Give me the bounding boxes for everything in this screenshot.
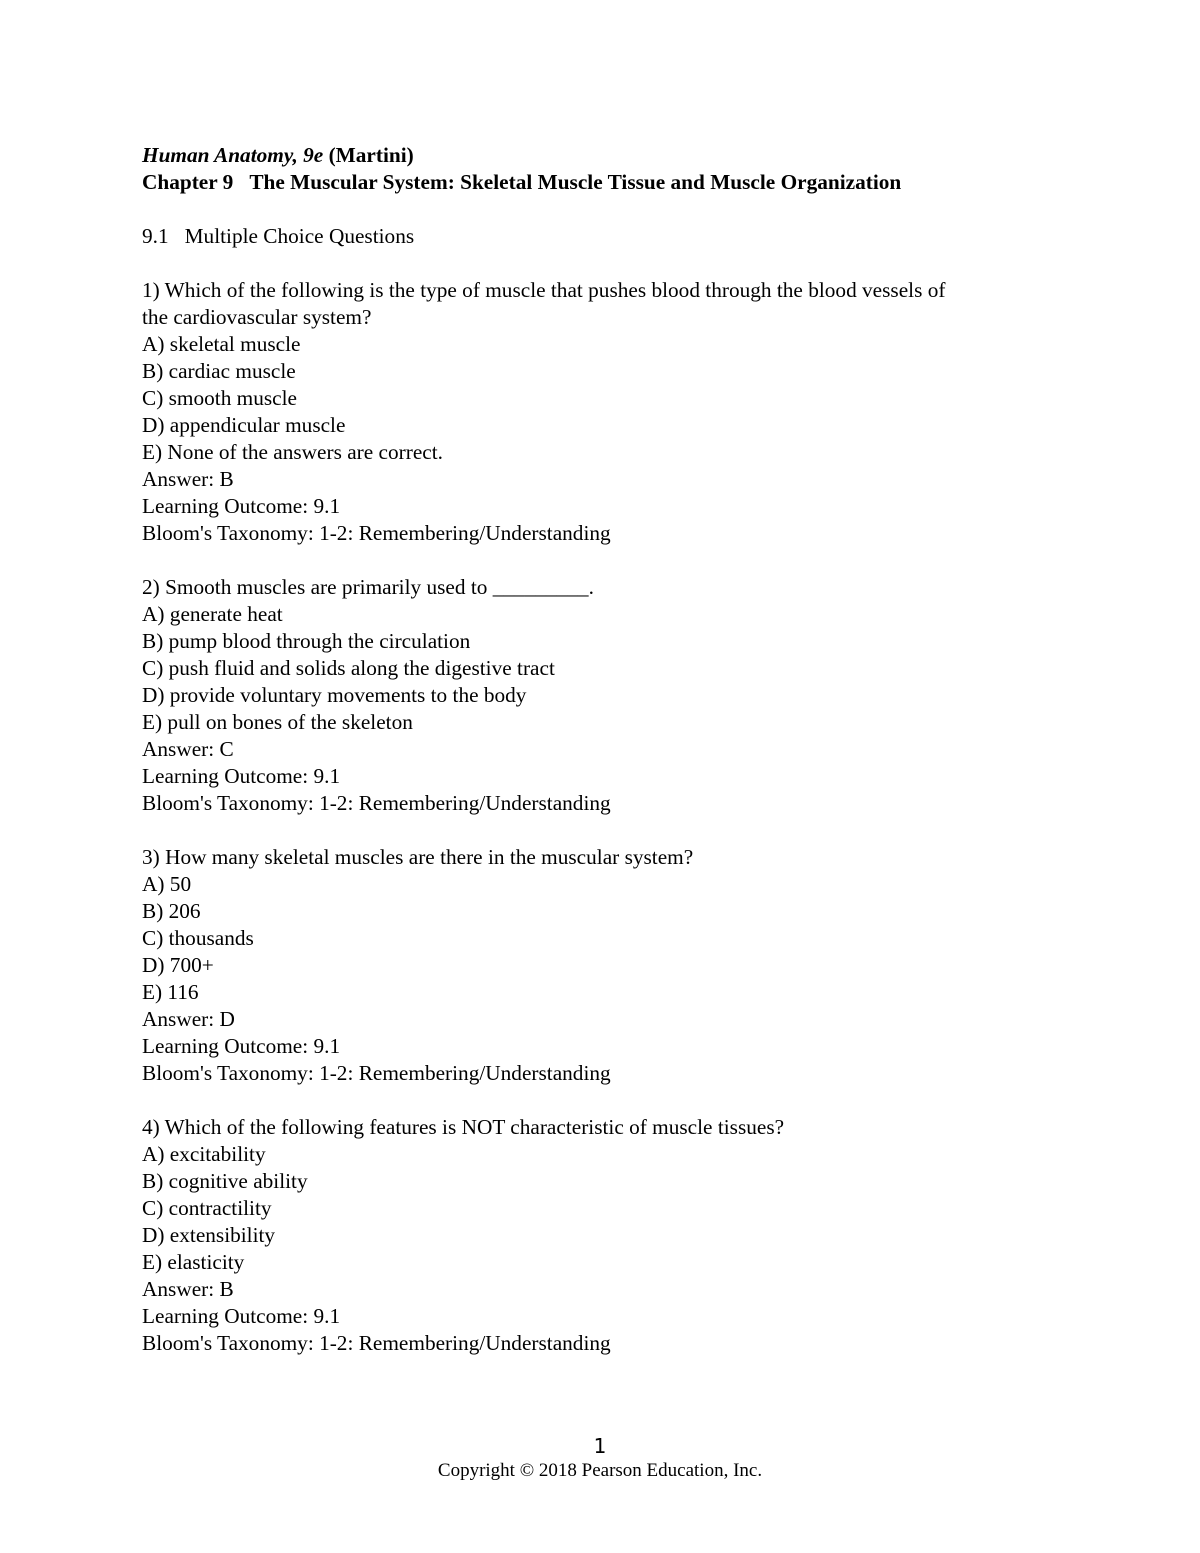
section-title: Multiple Choice Questions [184, 224, 415, 248]
blooms-taxonomy: Bloom's Taxonomy: 1-2: Remembering/Understanding [142, 521, 611, 545]
question-4 [142, 1114, 1062, 1357]
answer-option: B) cognitive ability [142, 1169, 308, 1193]
question-stem-line: 2) Smooth muscles are primarily used to _________. [142, 575, 594, 599]
answer-option: D) extensibility [142, 1223, 276, 1247]
section-heading [142, 223, 1062, 250]
question-3 [142, 844, 1062, 1087]
answer-option: E) pull on bones of the skeleton [142, 710, 413, 734]
learning-outcome: Learning Outcome: 9.1 [142, 764, 341, 788]
blooms-taxonomy: Bloom's Taxonomy: 1-2: Remembering/Understanding [142, 1061, 611, 1085]
copyright-notice: Copyright © 2018 Pearson Education, Inc. [437, 1460, 763, 1481]
book-author: (Martini) [323, 143, 414, 167]
question-stem-line: 4) Which of the following features is NOT characteristic of muscle tissues? [142, 1115, 785, 1139]
chapter-label: Chapter 9 [142, 170, 234, 194]
blooms-taxonomy: Bloom's Taxonomy: 1-2: Remembering/Understanding [142, 1331, 611, 1355]
answer-option: D) 700+ [142, 953, 214, 977]
answer-option: E) None of the answers are correct. [142, 440, 443, 464]
answer-option: E) 116 [142, 980, 199, 1004]
learning-outcome: Learning Outcome: 9.1 [142, 494, 341, 518]
book-title [142, 142, 1062, 169]
chapter-heading [142, 169, 1062, 196]
answer-option: B) cardiac muscle [142, 359, 296, 383]
answer-option: C) contractility [142, 1196, 272, 1220]
answer-key: Answer: C [142, 737, 234, 761]
answer-option: D) provide voluntary movements to the body [142, 683, 527, 707]
page-content [142, 142, 1062, 1357]
answer-option: B) pump blood through the circulation [142, 629, 471, 653]
answer-key: Answer: B [142, 467, 234, 491]
blooms-taxonomy: Bloom's Taxonomy: 1-2: Remembering/Understanding [142, 791, 611, 815]
answer-option: E) elasticity [142, 1250, 245, 1274]
answer-option: A) 50 [142, 872, 192, 896]
question-stem-line: 3) How many skeletal muscles are there in the muscular system? [142, 845, 694, 869]
answer-option: C) smooth muscle [142, 386, 297, 410]
answer-option: A) excitability [142, 1142, 266, 1166]
answer-option: A) skeletal muscle [142, 332, 301, 356]
chapter-title: The Muscular System: Skeletal Muscle Tissue and Muscle Organization [249, 170, 902, 194]
answer-option: C) push fluid and solids along the digestive tract [142, 656, 555, 680]
answer-option: A) generate heat [142, 602, 283, 626]
section-number: 9.1 [142, 224, 169, 248]
answer-option: C) thousands [142, 926, 254, 950]
learning-outcome: Learning Outcome: 9.1 [142, 1034, 341, 1058]
page-number: 1 [593, 1434, 607, 1458]
answer-option: D) appendicular muscle [142, 413, 346, 437]
answer-option: B) 206 [142, 899, 201, 923]
learning-outcome: Learning Outcome: 9.1 [142, 1304, 341, 1328]
question-stem-line: the cardiovascular system? [142, 305, 372, 329]
question-2 [142, 574, 1062, 817]
question-1 [142, 277, 1062, 547]
book-title-italic: Human Anatomy, 9e [142, 143, 324, 167]
answer-key: Answer: B [142, 1277, 234, 1301]
question-stem-line: 1) Which of the following is the type of muscle that pushes blood through the blood vessels of [142, 278, 946, 302]
answer-key: Answer: D [142, 1007, 235, 1031]
